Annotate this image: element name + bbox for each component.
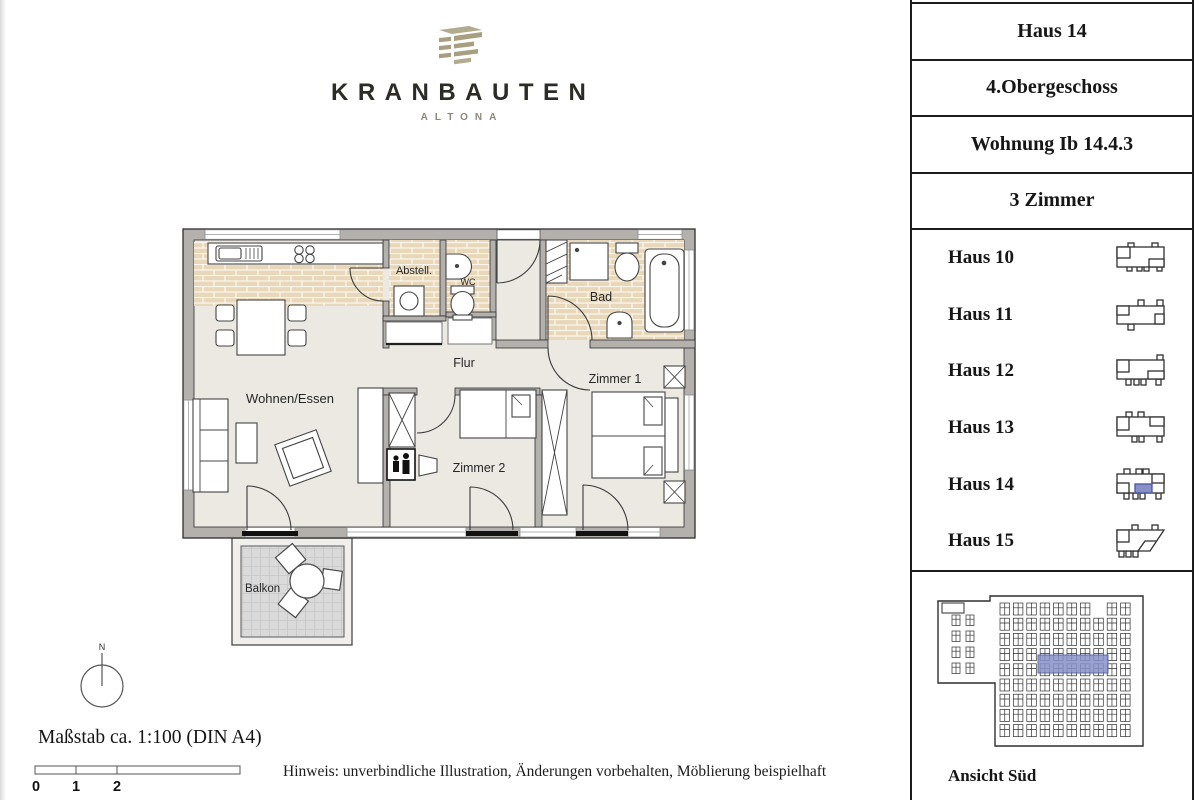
room-label-flur: Flur — [453, 356, 475, 370]
scale-tick-0: 0 — [31, 779, 41, 795]
haus-label: Haus 10 — [948, 247, 1014, 269]
kranbauten-logo — [325, 24, 595, 123]
site-elevation-area — [912, 572, 1192, 800]
brand-subtitle: ALTONA — [420, 112, 504, 123]
room-label-bad: Bad — [589, 290, 613, 304]
haus-label: Haus 15 — [948, 530, 1014, 552]
bad-toilet — [616, 243, 638, 253]
north-arrow — [62, 636, 142, 712]
brand-name: KRANBAUTEN — [331, 79, 596, 106]
sidebar-item-haus-12 — [912, 343, 1192, 400]
sidebar-item-haus-10 — [912, 230, 1192, 287]
haus-13-icon — [1112, 409, 1170, 447]
scale-text: Maßstab ca. 1:100 (DIN A4) — [38, 727, 262, 748]
sofa — [193, 399, 228, 492]
dining-table — [237, 300, 285, 355]
haus-14-icon — [1112, 466, 1170, 504]
living-cabinet — [358, 388, 383, 483]
header-geschoss: 4.Obergeschoss — [912, 61, 1192, 118]
header-wohnung: Wohnung Ib 14.4.3 — [912, 117, 1192, 174]
ansicht-sued-drawing — [930, 586, 1156, 758]
north-label: N — [98, 642, 106, 652]
apartment-info-table — [912, 2, 1192, 230]
kranbauten-logo-mark-icon — [427, 24, 493, 72]
haus-label: Haus 12 — [948, 360, 1014, 382]
coffee-table — [236, 423, 257, 463]
apartment-floor-highlight — [1038, 655, 1108, 673]
haus-label: Haus 11 — [948, 303, 1013, 325]
scale-tick-2: 2 — [112, 779, 122, 795]
haus-label: Haus 13 — [948, 417, 1014, 439]
scale-bar — [28, 758, 258, 798]
room-label-wc: WC — [460, 277, 476, 287]
sidebar-item-haus-11 — [912, 287, 1192, 344]
z2-chair — [419, 455, 437, 476]
haus-10-icon — [1112, 239, 1170, 277]
haus-list — [912, 230, 1192, 572]
info-sidebar — [910, 0, 1194, 800]
disclaimer-note: Hinweis: unverbindliche Illustration, Änderungen vorbehalten, Möblierung beispielhaft — [283, 763, 827, 780]
header-haus: Haus 14 — [912, 4, 1192, 61]
floorplan-drawing — [160, 215, 720, 660]
scale-tick-1: 1 — [71, 779, 81, 795]
shaft-hatch — [546, 240, 567, 283]
haus-11-icon — [1112, 296, 1170, 334]
room-label-balkon: Balkon — [245, 583, 281, 595]
z2-sideboard — [387, 449, 415, 480]
sidebar-item-haus-14 — [912, 456, 1192, 513]
balcony-table — [290, 564, 324, 598]
haus-15-icon — [1112, 522, 1170, 560]
sidebar-item-haus-13 — [912, 400, 1192, 457]
haus-14-highlight — [1135, 484, 1152, 493]
header-zimmer: 3 Zimmer — [912, 174, 1192, 231]
haus-label: Haus 14 — [948, 473, 1014, 495]
room-label-zimmer1: Zimmer 1 — [588, 372, 642, 386]
page-left-edge — [0, 0, 6, 800]
haus-12-icon — [1112, 352, 1170, 390]
room-label-zimmer2: Zimmer 2 — [452, 461, 506, 475]
room-label-abstell: Abstell. — [395, 265, 433, 277]
sidebar-item-haus-15 — [912, 513, 1192, 570]
room-label-wohnen-essen: Wohnen/Essen — [246, 391, 334, 406]
ansicht-sued-label: Ansicht Süd — [948, 765, 1037, 785]
